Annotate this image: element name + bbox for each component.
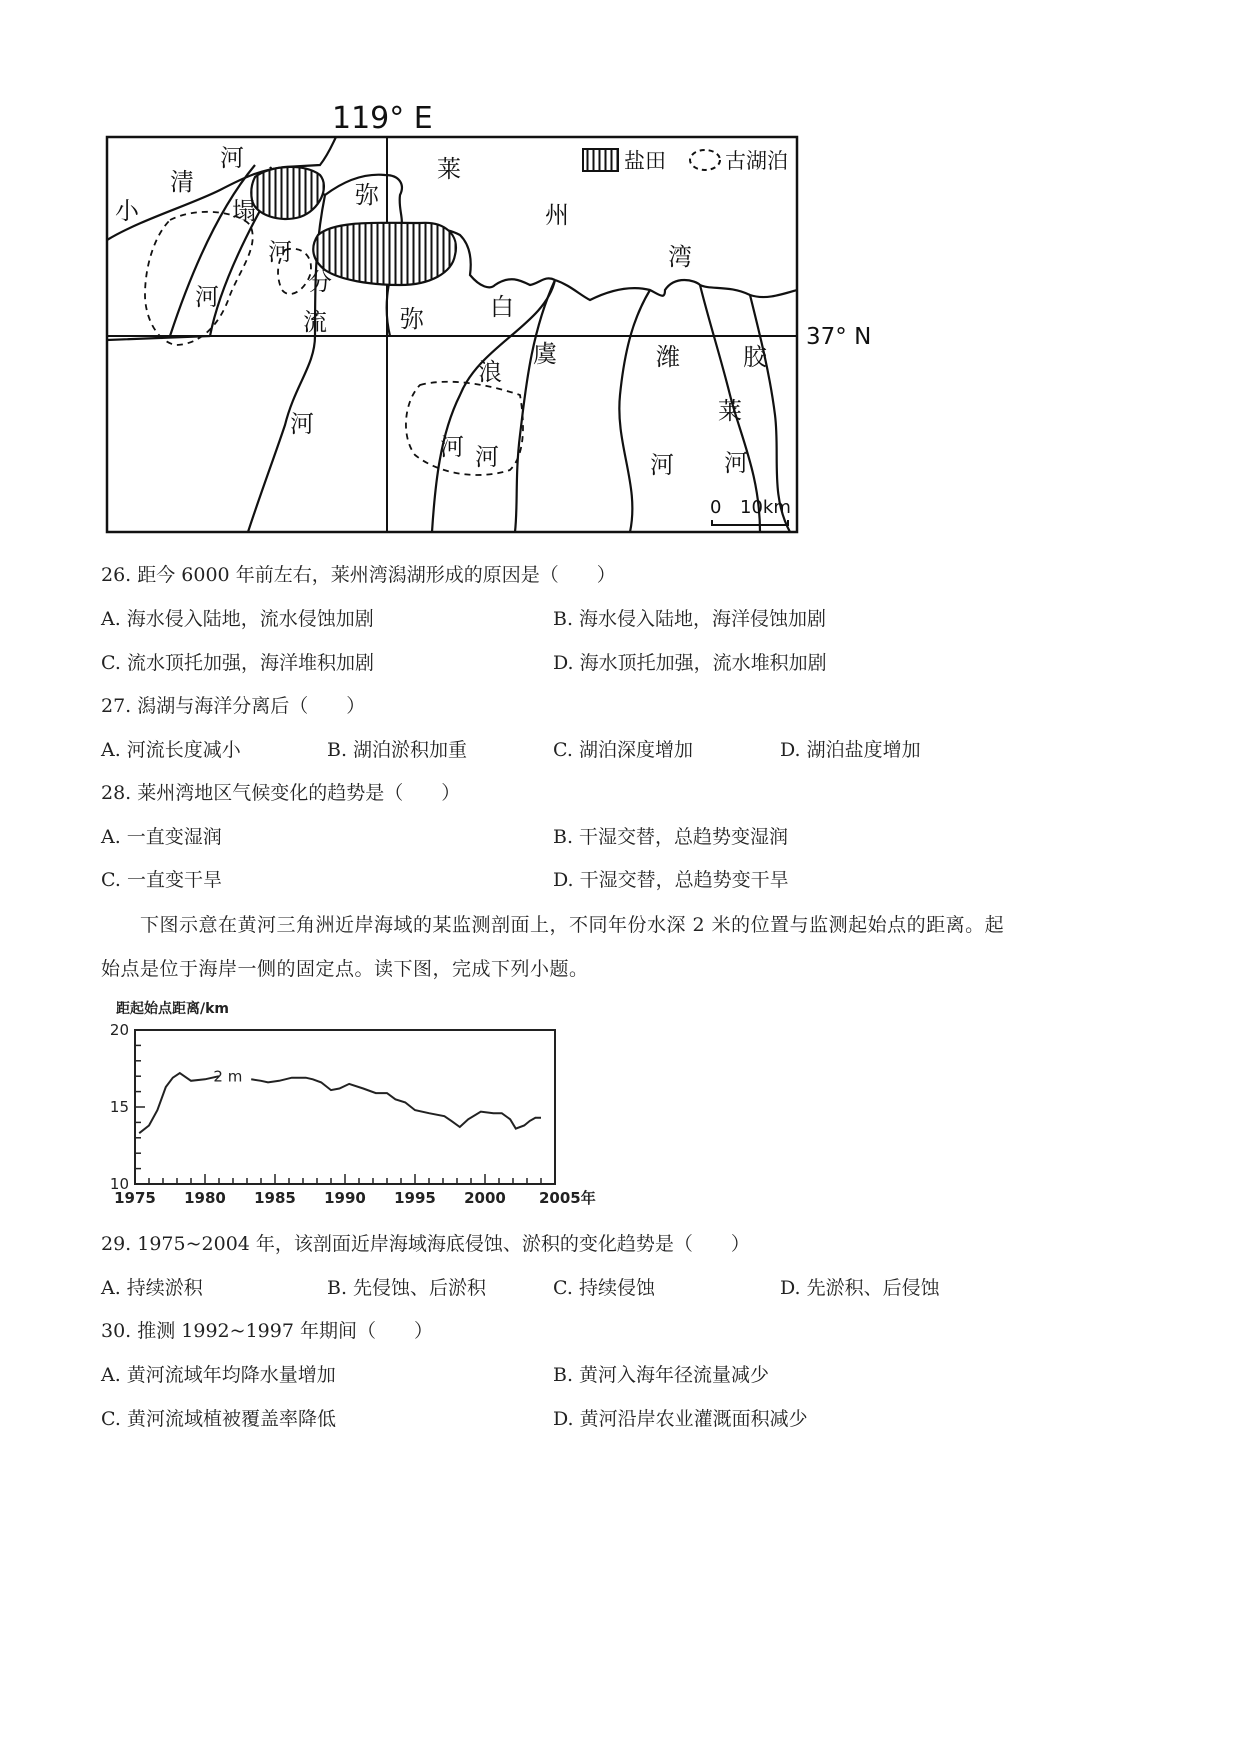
question-29-option-c[interactable]: C. 持续侵蚀	[553, 1277, 655, 1299]
question-27-option-b[interactable]: B. 湖泊淤积加重	[327, 739, 468, 761]
y-tick-label: 10	[109, 1175, 129, 1193]
y-tick-label: 20	[109, 1021, 129, 1039]
place-label: 莱	[718, 397, 742, 425]
place-label: 河	[650, 451, 674, 479]
x-tick-label: 1985	[254, 1189, 296, 1207]
series-line-2m	[139, 1073, 541, 1133]
question-28-option-a[interactable]: A. 一直变湿润	[101, 826, 222, 848]
place-label: 虞	[533, 340, 557, 368]
place-label: 潍	[656, 343, 680, 371]
chart-ylabel: 距起始点距离/km	[116, 1001, 230, 1017]
question-30-stem: 30. 推测 1992~1997 年期间（ ）	[101, 1320, 433, 1342]
question-28-option-b[interactable]: B. 干湿交替，总趋势变湿润	[553, 826, 789, 848]
place-label: 湾	[668, 243, 692, 271]
x-tick-label: 1995	[394, 1189, 436, 1207]
place-label: 莱	[437, 155, 461, 183]
place-label: 分	[308, 268, 332, 296]
x-tick-label: 2005年	[539, 1189, 596, 1207]
place-label: 弥	[400, 305, 424, 333]
place-label: 流	[303, 308, 327, 336]
question-26-option-b[interactable]: B. 海水侵入陆地，海洋侵蚀加剧	[553, 608, 827, 630]
question-30-option-c[interactable]: C. 黄河流域植被覆盖率降低	[101, 1408, 336, 1430]
x-tick-label: 1975	[114, 1189, 156, 1207]
question-27-option-a[interactable]: A. 河流长度减小	[101, 739, 241, 761]
place-label: 河	[724, 449, 748, 477]
lake-map	[100, 95, 910, 545]
question-26-option-d[interactable]: D. 海水顶托加强，流水堆积加剧	[553, 652, 827, 674]
legend-salt-field: 盐田	[624, 149, 666, 173]
question-29-option-b[interactable]: B. 先侵蚀、后淤积	[327, 1277, 487, 1299]
place-label: 塌	[232, 197, 256, 225]
x-tick-label: 1980	[184, 1189, 226, 1207]
longitude-label: 119° E	[332, 101, 433, 136]
svg-text:10km: 10km	[740, 497, 791, 518]
legend-ancient-lake: 古湖泊	[725, 149, 788, 173]
scale-bar	[710, 497, 791, 525]
distance-line-chart	[100, 995, 600, 1210]
x-tick-label: 1990	[324, 1189, 366, 1207]
place-label: 胶	[743, 343, 767, 371]
place-label: 浪	[478, 358, 502, 386]
question-28-option-c[interactable]: C. 一直变干旱	[101, 869, 222, 891]
place-label: 河	[195, 283, 219, 311]
map-legend	[583, 149, 788, 173]
y-tick-label: 15	[109, 1098, 129, 1116]
question-30-option-a[interactable]: A. 黄河流域年均降水量增加	[101, 1364, 336, 1386]
place-label: 清	[170, 168, 194, 196]
place-label: 弥	[355, 181, 379, 209]
question-26-option-a[interactable]: A. 海水侵入陆地，流水侵蚀加剧	[101, 608, 374, 630]
place-label: 小	[115, 197, 139, 225]
salt-field-areas	[251, 167, 456, 285]
question-30-option-b[interactable]: B. 黄河入海年径流量减少	[553, 1364, 770, 1386]
intro-line-1: 下图示意在黄河三角洲近岸海域的某监测剖面上，不同年份水深 2 米的位置与监测起始点的距离。起	[140, 914, 1005, 936]
place-label: 州	[545, 201, 569, 229]
question-30-option-d[interactable]: D. 黄河沿岸农业灌溉面积减少	[553, 1408, 808, 1430]
x-tick-label: 2000	[464, 1189, 506, 1207]
place-label: 河	[268, 238, 292, 266]
chart-frame	[135, 1030, 555, 1184]
question-29-option-d[interactable]: D. 先淤积、后侵蚀	[780, 1277, 940, 1299]
place-label: 河	[290, 410, 314, 438]
question-27-stem: 27. 潟湖与海洋分离后（ ）	[101, 695, 366, 717]
question-27-option-d[interactable]: D. 湖泊盐度增加	[780, 739, 921, 761]
coastline-and-rivers	[107, 137, 797, 532]
question-27-option-c[interactable]: C. 湖泊深度增加	[553, 739, 693, 761]
series-label-2m: 2 m	[213, 1067, 243, 1086]
question-28-option-d[interactable]: D. 干湿交替，总趋势变干旱	[553, 869, 789, 891]
question-28-stem: 28. 莱州湾地区气候变化的趋势是（ ）	[101, 782, 461, 804]
question-26-stem: 26. 距今 6000 年前左右，莱州湾潟湖形成的原因是（ ）	[101, 564, 616, 586]
question-29-option-a[interactable]: A. 持续淤积	[101, 1277, 203, 1299]
place-label: 河	[440, 433, 464, 461]
place-label: 白	[490, 293, 514, 321]
latitude-label: 37° N	[806, 324, 872, 350]
svg-text:0: 0	[710, 497, 722, 518]
intro-line-2: 始点是位于海岸一侧的固定点。读下图，完成下列小题。	[101, 958, 589, 980]
place-label: 河	[475, 443, 499, 471]
place-label: 河	[220, 144, 244, 172]
question-26-option-c[interactable]: C. 流水顶托加强，海洋堆积加剧	[101, 652, 374, 674]
question-29-stem: 29. 1975~2004 年，该剖面近岸海域海底侵蚀、淤积的变化趋势是（ ）	[101, 1233, 750, 1255]
